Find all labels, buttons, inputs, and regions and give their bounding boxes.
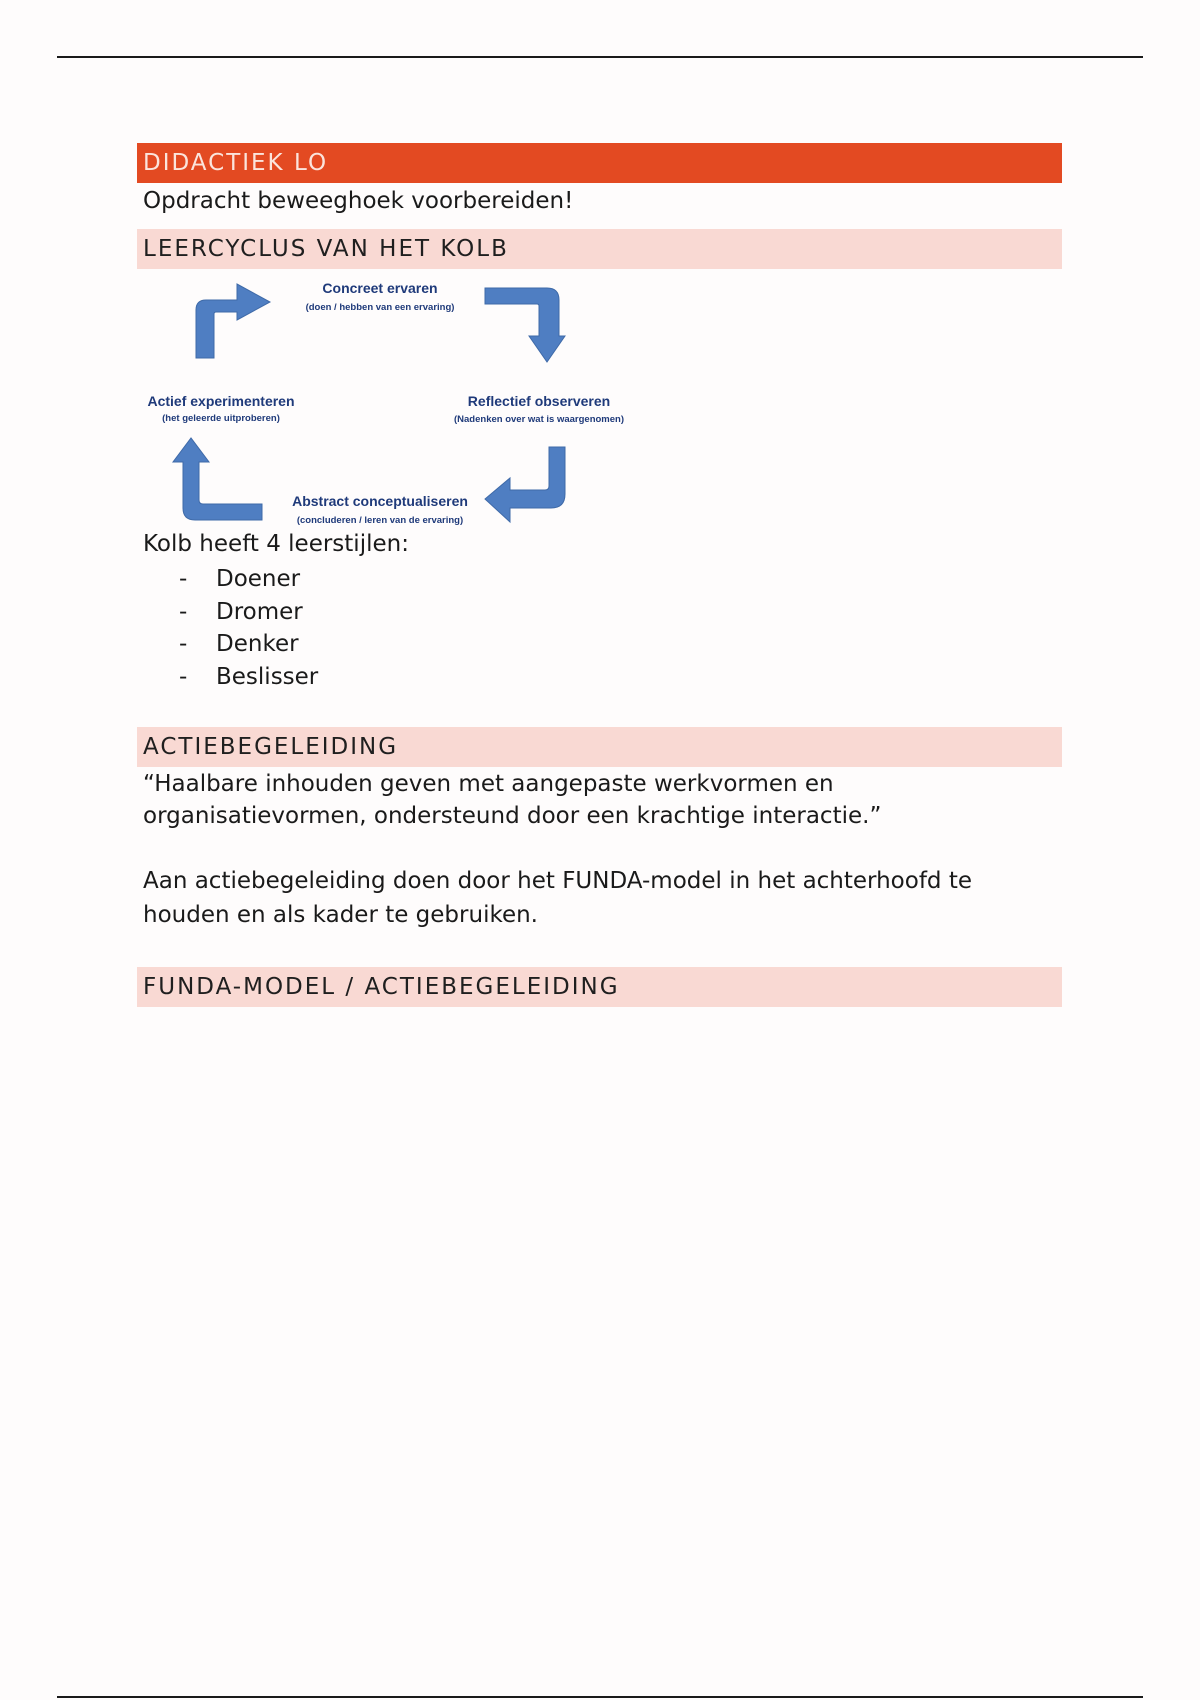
kolb-cycle-diagram — [137, 272, 657, 534]
bottom-rule — [57, 1696, 1143, 1698]
kolb-bottom-subtitle: (concluderen / leren van de ervaring) — [296, 515, 464, 526]
quote-line-1: “Haalbare inhouden geven met aangepaste werkvormen en — [143, 771, 834, 797]
kolb-right-subtitle: (Nadenken over wat is waargenomen) — [454, 414, 624, 425]
arrow-up-right-icon — [196, 284, 270, 358]
body-line-2: houden en als kader te gebruiken. — [143, 902, 538, 928]
kolb-left-title: Actief experimenteren — [147, 393, 295, 409]
kolb-top-subtitle: (doen / hebben van een ervaring) — [305, 302, 455, 313]
kolb-top-title: Concreet ervaren — [322, 280, 438, 296]
arrow-down-left-icon — [485, 447, 565, 522]
actiebegeleiding-heading: ACTIEBEGELEIDING — [137, 727, 1062, 767]
arrow-right-down-icon — [485, 288, 565, 362]
quote-line-2: organisatievormen, ondersteund door een krachtige interactie.” — [143, 803, 882, 829]
kolb-right-title: Reflectief observeren — [467, 393, 611, 409]
kolb-left-subtitle: (het geleerde uitproberen) — [162, 413, 280, 424]
top-rule — [57, 56, 1143, 58]
body-line-1: Aan actiebegeleiding doen door het FUNDA-model in het achterhoofd te — [143, 868, 972, 894]
arrow-left-up-icon — [173, 438, 262, 520]
kolb-heading: LEERCYCLUS VAN HET KOLB — [137, 229, 1062, 269]
funda-model-heading: FUNDA-MODEL / ACTIEBEGELEIDING — [137, 967, 1062, 1007]
document-title-band: DIDACTIEK LO — [137, 143, 1062, 183]
kolb-styles-intro: Kolb heeft 4 leerstijlen: — [143, 531, 409, 557]
intro-text: Opdracht beweeghoek voorbereiden! — [143, 188, 574, 214]
kolb-bottom-title: Abstract conceptualiseren — [292, 493, 468, 509]
